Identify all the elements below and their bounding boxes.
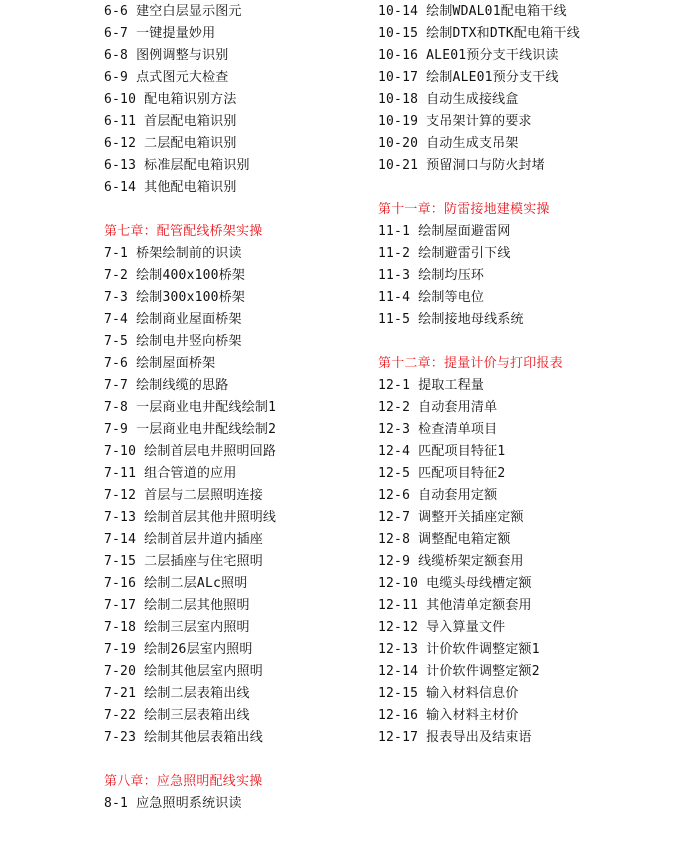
lesson-item: 11-2 绘制避雷引下线 bbox=[378, 246, 511, 261]
lesson-item: 12-16 输入材料主材价 bbox=[378, 708, 519, 723]
chapter-heading: 第七章：配管配线桥架实操 bbox=[104, 224, 263, 239]
lesson-item: 12-11 其他清单定额套用 bbox=[378, 598, 532, 613]
lesson-item: 10-17 绘制ALE01预分支干线 bbox=[378, 70, 559, 85]
lesson-item: 7-16 绘制二层ALc照明 bbox=[104, 576, 248, 591]
lesson-item: 6-14 其他配电箱识别 bbox=[104, 180, 237, 195]
lesson-item: 10-21 预留洞口与防火封堵 bbox=[378, 158, 545, 173]
lesson-item: 6-13 标准层配电箱识别 bbox=[104, 158, 250, 173]
lesson-item: 12-1 提取工程量 bbox=[378, 378, 485, 393]
lesson-item: 12-9 线缆桥架定额套用 bbox=[378, 554, 524, 569]
chapter-heading: 第十二章：提量计价与打印报表 bbox=[378, 356, 563, 371]
lesson-item: 12-2 自动套用清单 bbox=[378, 400, 498, 415]
lesson-item: 7-21 绘制二层表箱出线 bbox=[104, 686, 250, 701]
lesson-item: 11-5 绘制接地母线系统 bbox=[378, 312, 524, 327]
lesson-item: 7-14 绘制首层井道内插座 bbox=[104, 532, 263, 547]
chapter-heading: 第十一章：防雷接地建模实操 bbox=[378, 202, 550, 217]
lesson-item: 7-12 首层与二层照明连接 bbox=[104, 488, 263, 503]
lesson-item: 7-18 绘制三层室内照明 bbox=[104, 620, 250, 635]
lesson-item: 7-5 绘制电井竖向桥架 bbox=[104, 334, 242, 349]
lesson-item: 7-23 绘制其他层表箱出线 bbox=[104, 730, 263, 745]
lesson-item: 7-10 绘制首层电井照明回路 bbox=[104, 444, 277, 459]
section-spacer bbox=[104, 199, 404, 221]
lesson-item: 10-20 自动生成支吊架 bbox=[378, 136, 519, 151]
lesson-item: 7-22 绘制三层表箱出线 bbox=[104, 708, 250, 723]
lesson-item: 6-6 建空白层显示图元 bbox=[104, 4, 242, 19]
lesson-item: 12-8 调整配电箱定额 bbox=[378, 532, 511, 547]
lesson-item: 10-15 绘制DTX和DTK配电箱干线 bbox=[378, 26, 580, 41]
lesson-item: 12-3 检查清单项目 bbox=[378, 422, 498, 437]
lesson-item: 7-6 绘制屋面桥架 bbox=[104, 356, 216, 371]
lesson-item: 12-12 导入算量文件 bbox=[378, 620, 506, 635]
lesson-item: 12-15 输入材料信息价 bbox=[378, 686, 519, 701]
chapter-heading: 第八章：应急照明配线实操 bbox=[104, 774, 263, 789]
lesson-item: 12-4 匹配项目特征1 bbox=[378, 444, 506, 459]
section-spacer bbox=[104, 749, 404, 771]
lesson-item: 7-11 组合管道的应用 bbox=[104, 466, 237, 481]
lesson-item: 7-8 一层商业电井配线绘制1 bbox=[104, 400, 277, 415]
lesson-item: 12-7 调整开关插座定额 bbox=[378, 510, 524, 525]
lesson-item: 12-13 计价软件调整定额1 bbox=[378, 642, 540, 657]
lesson-item: 11-1 绘制屋面避雷网 bbox=[378, 224, 511, 239]
lesson-item: 7-9 一层商业电井配线绘制2 bbox=[104, 422, 277, 437]
lesson-item: 12-17 报表导出及结束语 bbox=[378, 730, 532, 745]
lesson-item: 12-6 自动套用定额 bbox=[378, 488, 498, 503]
lesson-item: 6-11 首层配电箱识别 bbox=[104, 114, 237, 129]
lesson-item: 10-14 绘制WDAL01配电箱干线 bbox=[378, 4, 567, 19]
lesson-item: 7-1 桥架绘制前的识读 bbox=[104, 246, 242, 261]
lesson-item: 6-7 一键提量妙用 bbox=[104, 26, 216, 41]
lesson-item: 6-9 点式图元大检查 bbox=[104, 70, 229, 85]
lesson-item: 7-7 绘制线缆的思路 bbox=[104, 378, 229, 393]
lesson-item: 7-15 二层插座与住宅照明 bbox=[104, 554, 263, 569]
section-spacer bbox=[378, 331, 678, 353]
lesson-item: 7-4 绘制商业屋面桥架 bbox=[104, 312, 242, 327]
lesson-item: 10-18 自动生成接线盒 bbox=[378, 92, 519, 107]
lesson-item: 12-14 计价软件调整定额2 bbox=[378, 664, 540, 679]
lesson-item: 7-2 绘制400x100桥架 bbox=[104, 268, 246, 283]
toc-left-column bbox=[104, 1, 404, 815]
lesson-item: 8-1 应急照明系统识读 bbox=[104, 796, 242, 811]
lesson-item: 7-13 绘制首层其他井照明线 bbox=[104, 510, 277, 525]
lesson-item: 12-5 匹配项目特征2 bbox=[378, 466, 506, 481]
lesson-item: 11-4 绘制等电位 bbox=[378, 290, 485, 305]
toc-right-column bbox=[378, 1, 678, 749]
lesson-item: 10-19 支吊架计算的要求 bbox=[378, 114, 532, 129]
lesson-item: 7-17 绘制二层其他照明 bbox=[104, 598, 250, 613]
lesson-item: 10-16 ALE01预分支干线识读 bbox=[378, 48, 559, 63]
lesson-item: 7-20 绘制其他层室内照明 bbox=[104, 664, 263, 679]
lesson-item: 6-8 图例调整与识别 bbox=[104, 48, 229, 63]
lesson-item: 6-12 二层配电箱识别 bbox=[104, 136, 237, 151]
lesson-item: 12-10 电缆头母线槽定额 bbox=[378, 576, 532, 591]
lesson-item: 11-3 绘制均压环 bbox=[378, 268, 485, 283]
lesson-item: 7-19 绘制26层室内照明 bbox=[104, 642, 253, 657]
section-spacer bbox=[378, 177, 678, 199]
lesson-item: 6-10 配电箱识别方法 bbox=[104, 92, 237, 107]
lesson-item: 7-3 绘制300x100桥架 bbox=[104, 290, 246, 305]
